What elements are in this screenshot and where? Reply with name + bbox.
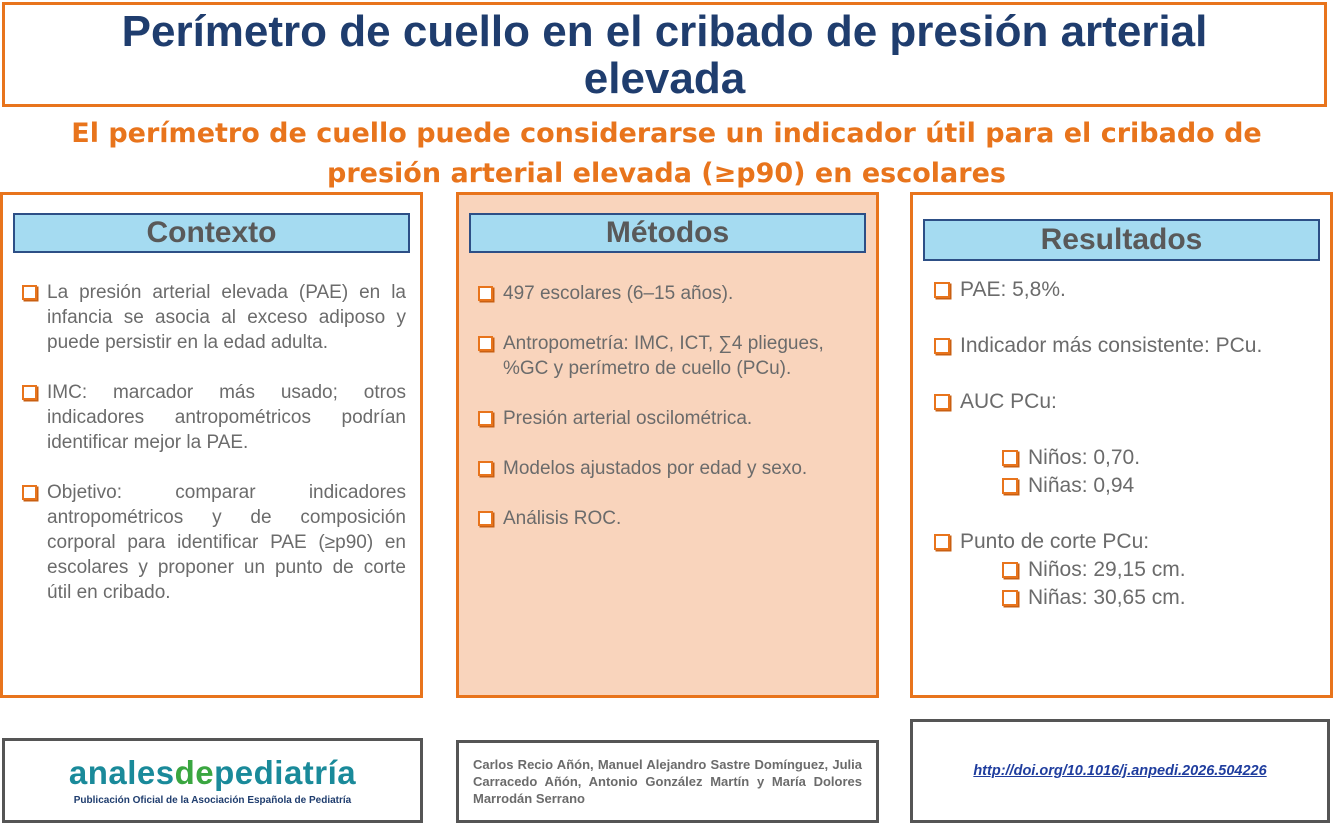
corte-ninos-item [1000,556,1322,584]
corte-ninos-text: Niños: 29,15 cm. [1028,558,1186,581]
auc-ninas-text: Niñas: 0,94 [1028,474,1135,497]
title-box [2,2,1327,107]
metodos-item-text: Análisis ROC. [503,508,622,529]
metodos-item [476,406,864,431]
contexto-item [20,380,406,455]
orange-checkbox-icon [22,385,37,400]
resultados-corte-label: Punto de corte PCu: [960,530,1150,553]
corte-ninas-item [1000,584,1322,612]
metodos-item [476,331,864,381]
resultados-panel [910,192,1333,698]
orange-checkbox-icon [934,394,950,410]
orange-checkbox-icon [1002,478,1018,494]
resultados-indicador-text: Indicador más consistente: PCu. [960,334,1263,357]
auc-ninos-text: Niños: 0,70. [1028,446,1141,469]
orange-checkbox-icon [1002,590,1018,606]
journal-logo [69,755,356,791]
contexto-item-text: Objetivo: comparar indicadores antropométricos y de composición corporal para identificar PAE (≥p90) en escolares y proponer un punto de corte útil en cribado. [47,482,406,603]
resultados-item-pae [932,276,1322,304]
contexto-panel [0,192,423,698]
auc-ninos-item [1000,444,1322,472]
orange-checkbox-icon [934,282,950,298]
journal-logo-box [2,738,423,823]
auc-sublist [1000,444,1322,500]
logo-part-de: de [174,754,215,791]
contexto-item-text: La presión arterial elevada (PAE) en la infancia se asocia al exceso adiposo y puede persistir en la edad adulta. [47,282,406,353]
orange-checkbox-icon [1002,562,1018,578]
corte-ninas-text: Niñas: 30,65 cm. [1028,586,1186,609]
orange-checkbox-icon [478,511,493,526]
resultados-item-indicador [932,332,1322,360]
metodos-item-text: Antropometría: IMC, ICT, ∑4 pliegues, %GC y perímetro de cuello (PCu). [503,333,824,379]
metodos-item-text: Presión arterial oscilométrica. [503,408,753,429]
metodos-list [476,281,864,556]
orange-checkbox-icon [934,338,950,354]
resultados-header: Resultados [923,219,1320,261]
page-title: Perímetro de cuello en el cribado de presión arterial elevada [121,6,1208,103]
doi-link[interactable]: http://doi.org/10.1016/j.anpedi.2026.504226 [973,763,1267,779]
orange-checkbox-icon [478,336,493,351]
logo-tagline: Publicación Oficial de la Asociación Española de Pediatría [73,795,352,806]
metodos-item-text: Modelos ajustados por edad y sexo. [503,458,808,479]
resultados-auc-label: AUC PCu: [960,390,1057,413]
metodos-item [476,456,864,481]
key-message: El perímetro de cuello puede considerarse un indicador útil para el cribado de presión arterial elevada (≥p90) en escolares [71,118,1262,189]
contexto-header: Contexto [13,213,410,253]
orange-checkbox-icon [22,485,37,500]
logo-part-pediatria: pediatría [214,754,357,791]
contexto-item [20,280,406,355]
orange-checkbox-icon [478,461,493,476]
orange-checkbox-icon [22,285,37,300]
contexto-list [20,280,406,630]
resultados-item-auc [932,388,1322,500]
orange-checkbox-icon [478,286,493,301]
orange-checkbox-icon [1002,450,1018,466]
resultados-pae-text: PAE: 5,8%. [960,278,1066,301]
corte-sublist [1000,556,1322,612]
doi-box [910,719,1330,823]
metodos-item-text: 497 escolares (6–15 años). [503,283,734,304]
authors-box [456,740,879,823]
metodos-header: Métodos [469,213,866,253]
logo-part-anales: anales [68,754,175,791]
metodos-item [476,281,864,306]
contexto-item [20,480,406,605]
orange-checkbox-icon [934,534,950,550]
metodos-item [476,506,864,531]
orange-checkbox-icon [478,411,493,426]
metodos-panel [456,192,879,698]
contexto-item-text: IMC: marcador más usado; otros indicadores antropométricos podrían identificar mejor la PAE. [47,382,406,453]
auc-ninas-item [1000,472,1322,500]
resultados-item-corte [932,528,1322,612]
authors-text: Carlos Recio Añón, Manuel Alejandro Sastre Domínguez, Julia Carracedo Añón, Antonio González Martín y María Dolores Marrodán Serrano [473,757,862,806]
resultados-list [932,276,1322,640]
